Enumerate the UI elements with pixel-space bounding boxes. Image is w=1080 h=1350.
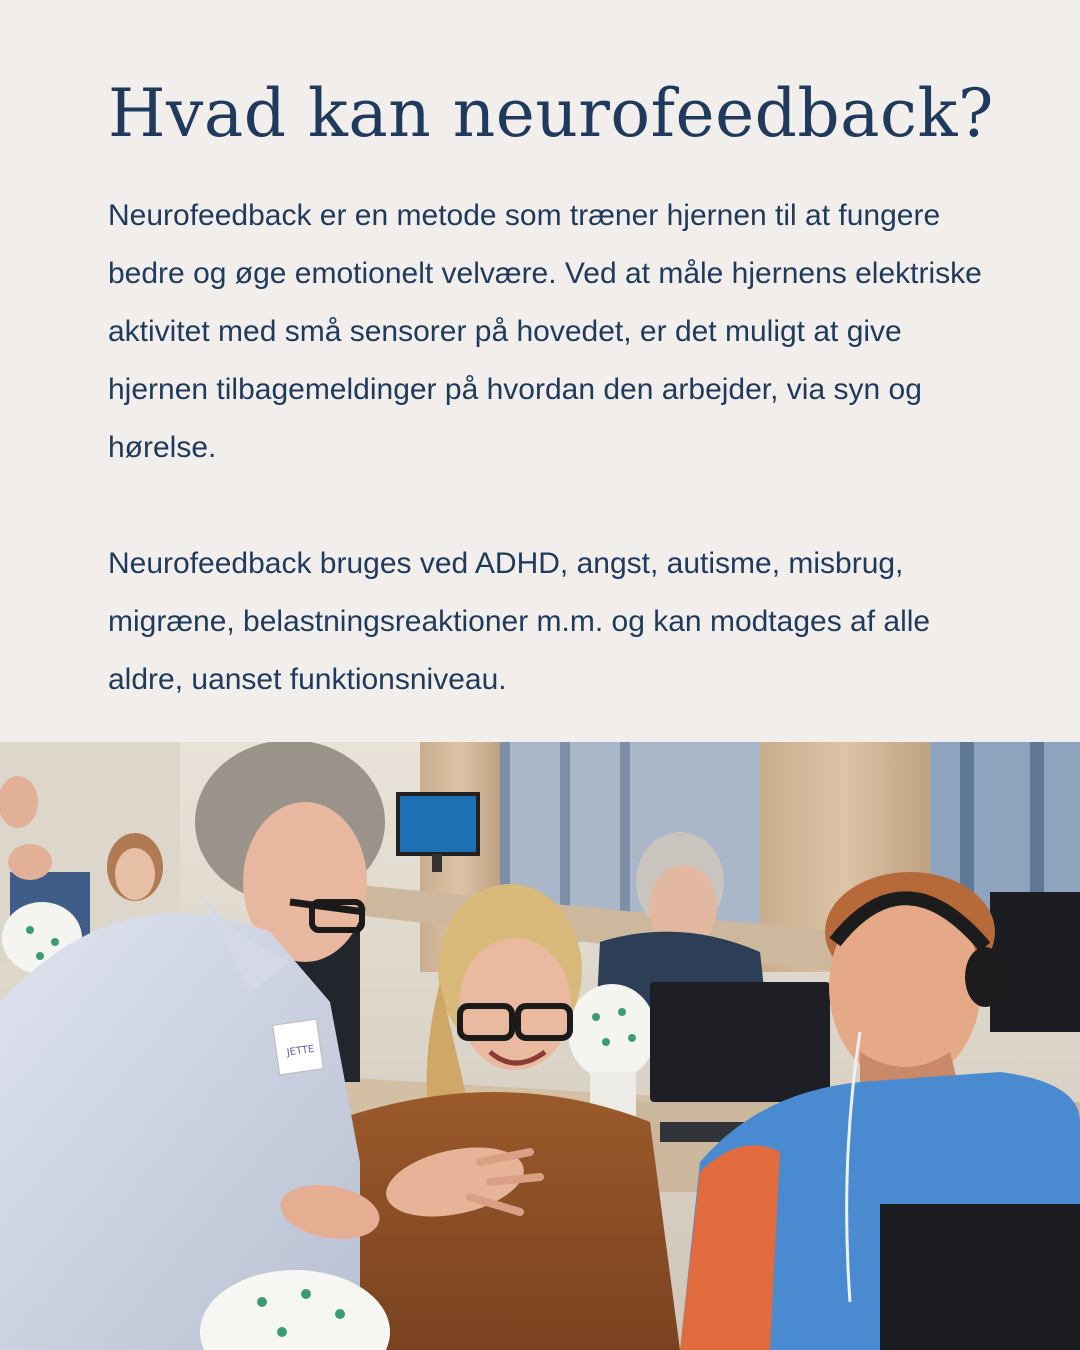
text-section xyxy=(108,70,994,709)
name-tag-text: JETTE xyxy=(286,1043,316,1059)
usage-paragraph: Neurofeedback bruges ved ADHD, angst, autisme, misbrug, migræne, belastningsreaktioner m.m. og kan modtages af alle aldre, uanset funktionsniveau. xyxy=(108,547,931,696)
intro-paragraph: Neurofeedback er en metode som træner hjernen til at fungere bedre og øge emotionelt velvære. Ved at måle hjernens elektriske aktivitet med små sensorer på hovedet, er det muligt at give hjernen tilbagemeldinger på hvordan den arbejder, via syn og hørelse. xyxy=(108,199,982,464)
page-title: Hvad kan neurofeedback? xyxy=(108,75,994,152)
classroom-photo xyxy=(0,742,1080,1350)
